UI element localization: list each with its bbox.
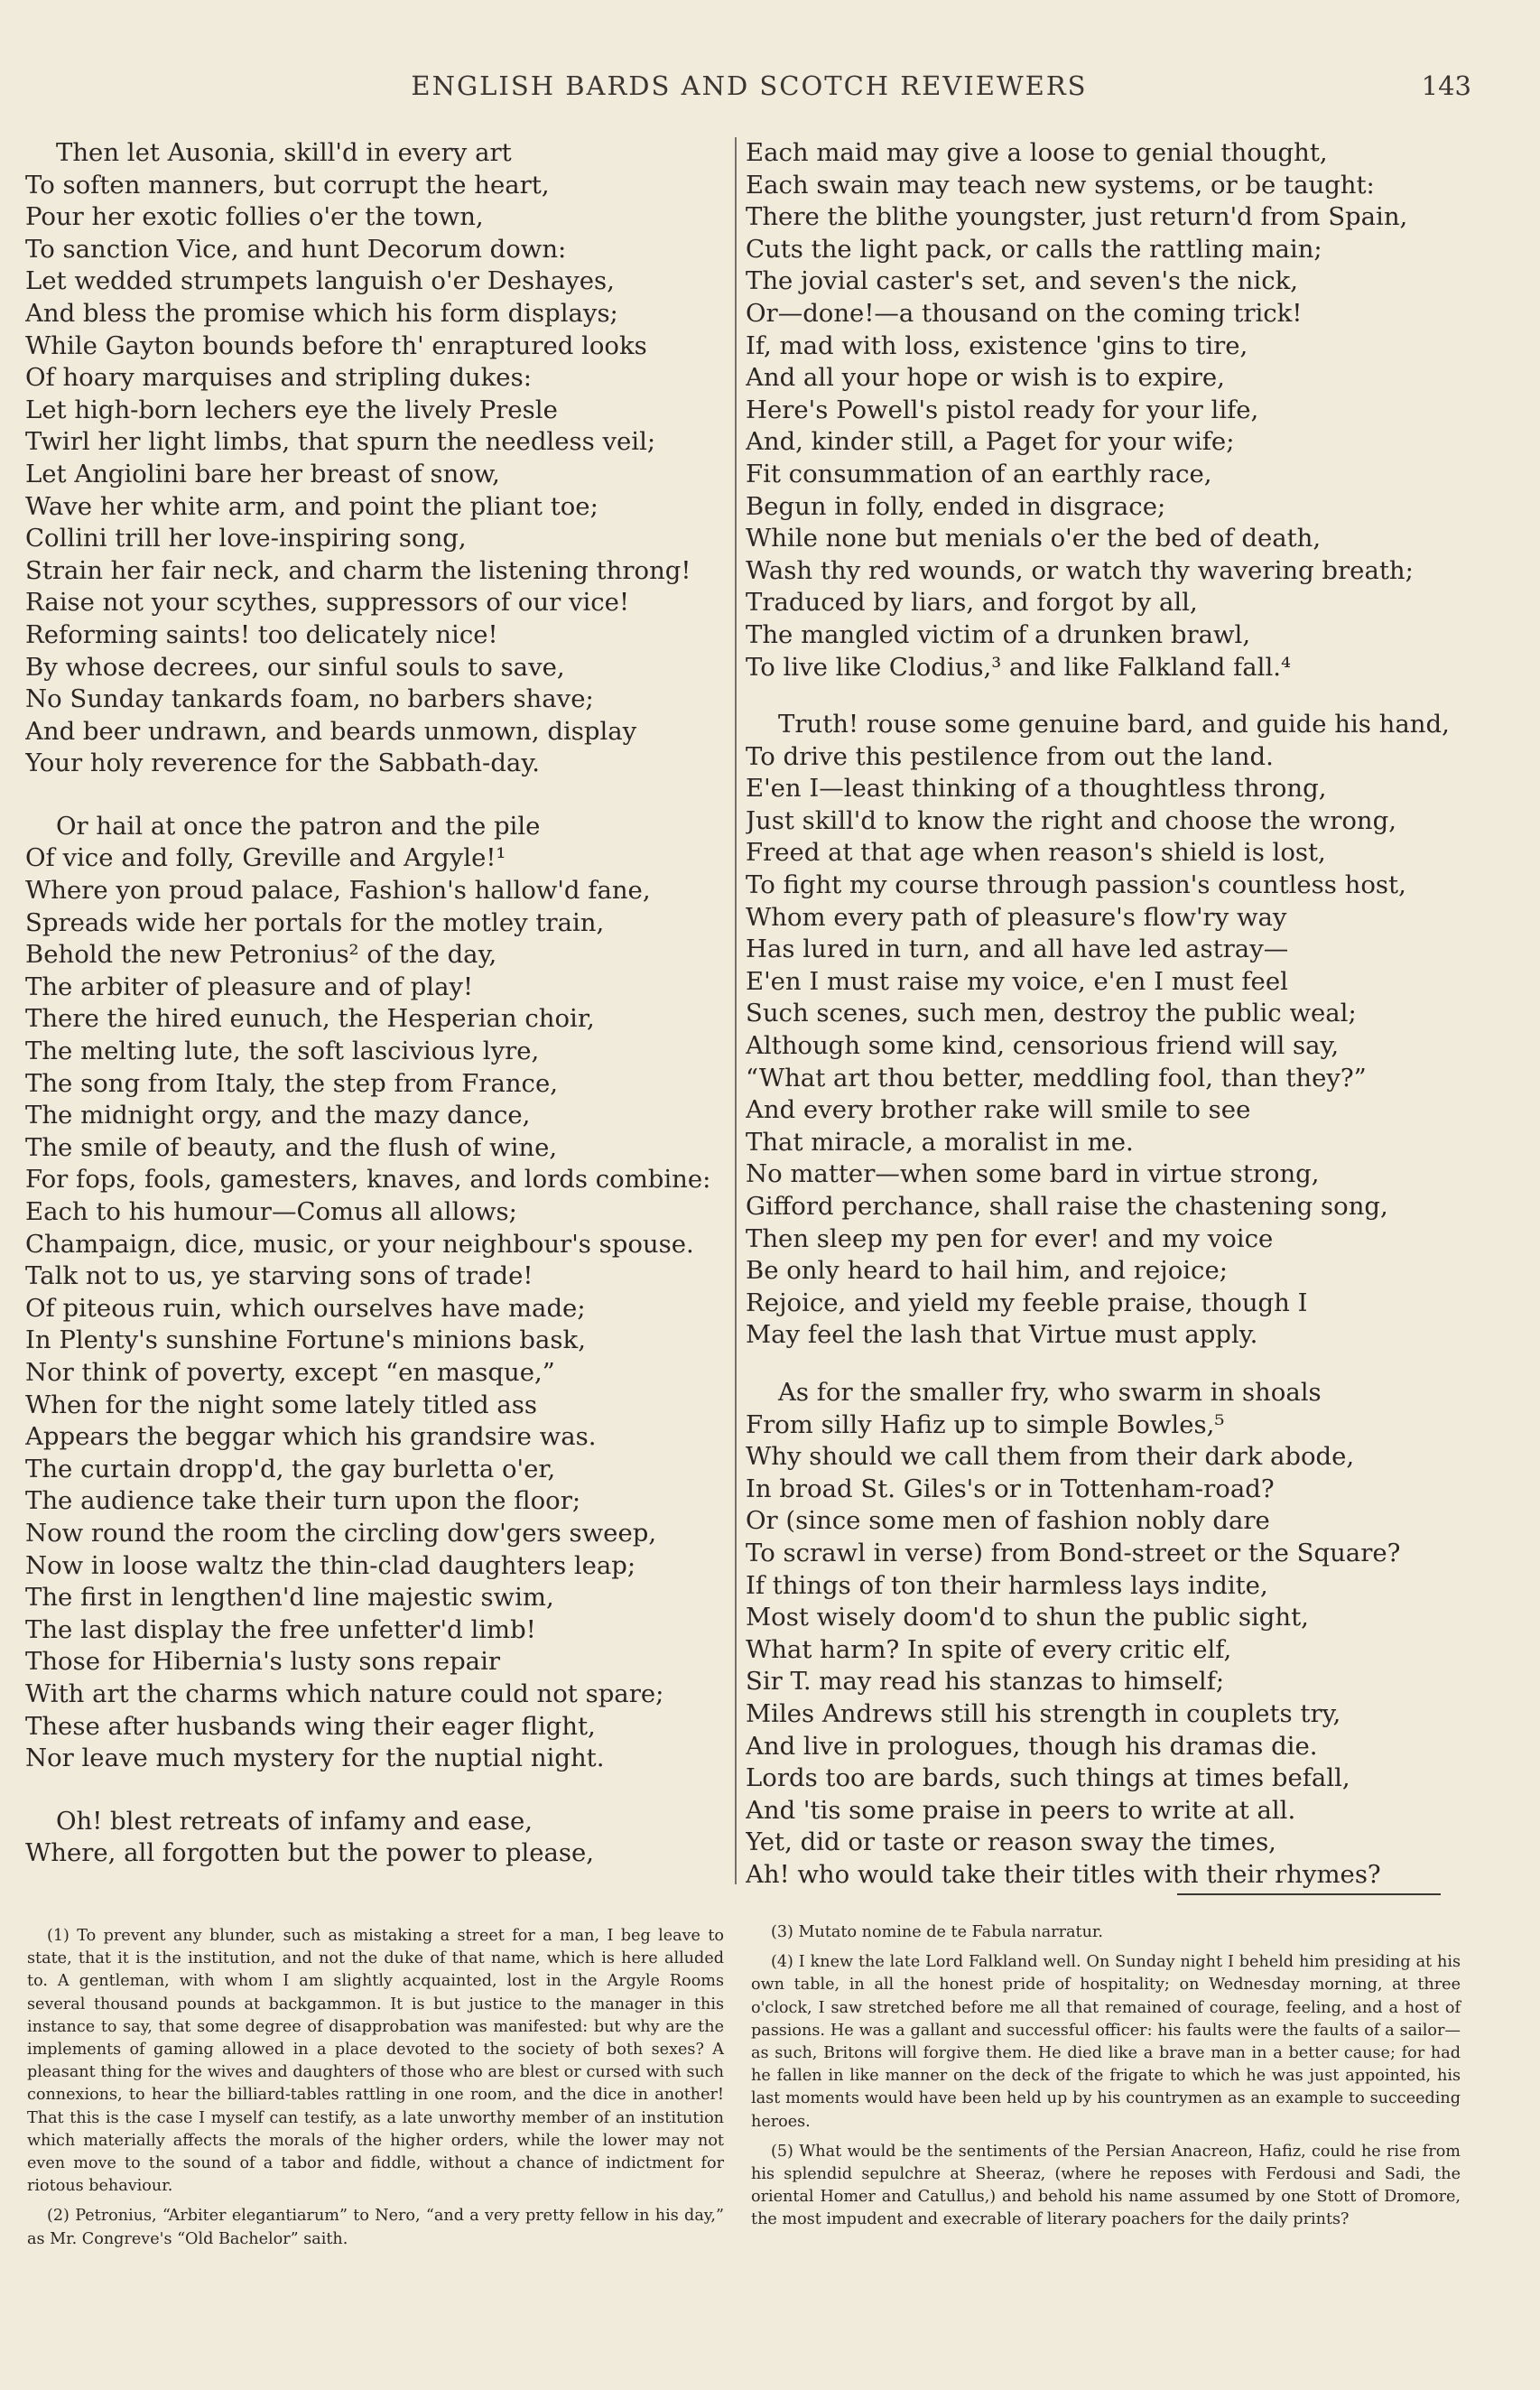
verse-line: Of hoary marquises and stripling dukes:: [25, 363, 532, 393]
footnote-1: (1) To prevent any blunder, such as mistaking a street for a man, I beg leave to state, that it is the institution, and not the duke of that name, which is here alluded to. A gentleman, with whom I am slightly acquainted, lost in the Argyle Rooms several thousand pounds at backgammon. It is but justice to the manager in this instance to say, that some degree of disapprobation was manifested: but why are the implements of gaming allowed in a place devoted to the society of both sexes? A pleasant thing for the wives and daughters of those who are blest or cursed with such connexions, to hear the billiard-tables rattling in one room, and the dice in another! That this is the case I myself can testify, as a late unworthy member of an institution which materially affects the morals of the higher orders, while the lower may not even move to the sound of a tabor and fiddle, without a chance of indictment for riotous behaviour.: [27, 1927, 724, 2196]
footnote-3: (3) Mutato nomine de te Fabula narratur.: [771, 1923, 1103, 1941]
verse-line: Let high-born lechers eye the lively Presle: [25, 395, 558, 424]
verse-line: Miles Andrews still his strength in couplets try,: [746, 1698, 1341, 1728]
verse-line: Although some kind, censorious friend will say,: [746, 1031, 1340, 1061]
verse-line: The last display the free unfetter'd limb!: [25, 1614, 536, 1644]
verse-line: Each swain may teach new systems, or be taught:: [746, 170, 1375, 200]
verse-line: Each to his humour—Comus all allows;: [25, 1197, 517, 1226]
verse-line: The arbiter of pleasure and of play!: [25, 972, 474, 1001]
verse-line: Appears the beggar which his grandsire was.: [25, 1422, 597, 1452]
verse-line: Fit consummation of an earthly race,: [746, 459, 1212, 488]
verse-line: These after husbands wing their eager flight,: [25, 1711, 596, 1741]
verse-line: Collini trill her love-inspiring song,: [25, 524, 467, 553]
verse-line: There the hired eunuch, the Hesperian choir,: [25, 1004, 595, 1034]
verse-line: Let wedded strumpets languish o'er Deshayes,: [25, 266, 615, 296]
verse-line: In Plenty's sunshine Fortune's minions bask,: [25, 1325, 586, 1355]
verse-line: Cuts the light pack, or calls the rattling main;: [746, 234, 1322, 264]
verse-line: Champaign, dice, music, or your neighbour's spouse.: [25, 1229, 694, 1259]
verse-line: For fops, fools, gamesters, knaves, and lords combine:: [25, 1165, 711, 1195]
verse-line: If, mad with loss, existence 'gins to tire,: [746, 330, 1248, 360]
verse-line: Of vice and folly, Greville and Argyle!¹: [25, 843, 506, 873]
verse-line: The mangled victim of a drunken brawl,: [746, 619, 1251, 649]
verse-line: And every brother rake will smile to see: [746, 1095, 1251, 1125]
verse-line: Now in loose waltz the thin-clad daughters leap;: [25, 1550, 636, 1580]
verse-line: Each maid may give a loose to genial thought,: [746, 138, 1328, 167]
verse-line: Nor leave much mystery for the nuptial night.: [25, 1744, 605, 1773]
verse-line: From silly Hafiz up to simple Bowles,⁵: [746, 1409, 1225, 1439]
stanza-break: [25, 780, 725, 811]
stanza-break: [746, 684, 1468, 709]
verse-line: Here's Powell's pistol ready for your life,: [746, 395, 1259, 424]
verse-line: To sanction Vice, and hunt Decorum down:: [25, 234, 567, 264]
verse-line: If things of ton their harmless lays indite,: [746, 1570, 1268, 1600]
verse-line: Be only heard to hail him, and rejoice;: [746, 1256, 1228, 1286]
verse-line: Sir T. may read his stanzas to himself;: [746, 1667, 1225, 1697]
verse-line: Truth! rouse some genuine bard, and guide his hand,: [778, 710, 1450, 739]
verse-line: The curtain dropp'd, the gay burletta o'er,: [25, 1454, 556, 1483]
verse-line: Lords too are bards, such things at times befall,: [746, 1763, 1350, 1793]
left-poem-column: [25, 137, 725, 1870]
verse-line: Or (since some men of fashion nobly dare: [746, 1506, 1270, 1536]
verse-line: No Sunday tankards foam, no barbers shave;: [25, 684, 594, 714]
verse-line: Raise not your scythes, suppressors of our vice!: [25, 588, 630, 618]
verse-line: Talk not to us, ye starving sons of trade!: [25, 1261, 533, 1291]
verse-line: By whose decrees, our sinful souls to save,: [25, 652, 565, 682]
verse-line: That miracle, a moralist in me.: [746, 1127, 1134, 1157]
verse-line: Wave her white arm, and point the pliant toe;: [25, 491, 598, 521]
verse-line: And live in prologues, though his dramas die.: [746, 1731, 1318, 1761]
verse-line: Rejoice, and yield my feeble praise, though I: [746, 1288, 1308, 1317]
verse-line: While none but menials o'er the bed of death,: [746, 524, 1322, 553]
verse-line: Strain her fair neck, and charm the listening throng!: [25, 555, 691, 585]
stanza: [746, 709, 1468, 1352]
verse-line: There the blithe youngster, just return'd from Spain,: [746, 202, 1408, 232]
verse-line: Or—done!—a thousand on the coming trick!: [746, 298, 1303, 328]
verse-line: Freed at that age when reason's shield is lost,: [746, 838, 1326, 868]
verse-line: Then sleep my pen for ever! and my voice: [746, 1223, 1274, 1253]
footnotes-right: [751, 1921, 1461, 2232]
verse-line: Where yon proud palace, Fashion's hallow'd fane,: [25, 876, 651, 906]
stanza-break: [25, 1775, 725, 1806]
verse-line: Reforming saints! too delicately nice!: [25, 619, 498, 649]
footnote-rule: [1177, 1893, 1441, 1895]
verse-line: Gifford perchance, shall raise the chastening song,: [746, 1192, 1388, 1221]
verse-line: The audience take their turn upon the floor;: [25, 1486, 581, 1516]
page-number: 143: [1421, 70, 1471, 101]
verse-line: To scrawl in verse) from Bond-street or the Square?: [746, 1538, 1401, 1567]
verse-line: The jovial caster's set, and seven's the nick,: [746, 266, 1298, 296]
verse-line: Of piteous ruin, which ourselves have made;: [25, 1293, 586, 1323]
verse-line: Behold the new Petronius² of the day,: [25, 940, 497, 970]
verse-line: Yet, did or taste or reason sway the times,: [746, 1827, 1276, 1857]
verse-line: Now round the room the circling dow'gers sweep,: [25, 1518, 657, 1548]
right-poem-column: [746, 137, 1468, 1891]
verse-line: Has lured in turn, and all have led astray—: [746, 935, 1289, 964]
stanza: [25, 811, 725, 1775]
verse-line: Such scenes, such men, destroy the public weal;: [746, 999, 1357, 1028]
verse-line: Those for Hibernia's lusty sons repair: [25, 1647, 501, 1677]
verse-line: And 'tis some praise in peers to write at all.: [746, 1795, 1296, 1825]
verse-line: And bless the promise which his form displays;: [25, 298, 618, 328]
footnote-5: (5) What would be the sentiments of the Persian Anacreon, Hafiz, could he rise from his splendid sepulchre at Sheeraz, (where he reposes with Ferdousi and Sadi, the oriental Homer and Catullus,) and behold his name assumed by one Stott of Dromore, the most impudent and execrable of literary poachers for the daily prints?: [751, 2142, 1461, 2229]
verse-line: The first in lengthen'd line majestic swim,: [25, 1583, 554, 1613]
verse-line: Why should we call them from their dark abode,: [746, 1442, 1355, 1472]
verse-line: May feel the lash that Virtue must apply.: [746, 1320, 1258, 1350]
verse-line: The midnight orgy, and the mazy dance,: [25, 1101, 531, 1130]
verse-line: Where, all forgotten but the power to please,: [25, 1838, 595, 1868]
verse-line: Then let Ausonia, skill'd in every art: [56, 138, 512, 167]
footnotes-left: [27, 1925, 724, 2251]
verse-line: Twirl her light limbs, that spurn the needless veil;: [25, 427, 656, 457]
verse-line: “What art thou better, meddling fool, than they?”: [746, 1063, 1367, 1093]
verse-line: And, kinder still, a Paget for your wife;: [746, 427, 1235, 457]
running-head-title: ENGLISH BARDS AND SCOTCH REVIEWERS: [411, 70, 1088, 101]
verse-line: With art the charms which nature could not spare;: [25, 1679, 664, 1708]
verse-line: To live like Clodius,³ and like Falkland fall.⁴: [746, 652, 1292, 682]
verse-line: Oh! blest retreats of infamy and ease,: [56, 1806, 533, 1836]
verse-line: No matter—when some bard in virtue strong,: [746, 1159, 1320, 1189]
verse-line: The song from Italy, the step from France,: [25, 1068, 558, 1098]
stanza: [746, 1377, 1468, 1892]
verse-line: E'en I—least thinking of a thoughtless throng,: [746, 774, 1327, 804]
stanza-break: [746, 1352, 1468, 1377]
verse-line: What harm? In spite of every critic elf,: [746, 1634, 1232, 1664]
verse-line: Or hail at once the patron and the pile: [56, 811, 541, 841]
verse-line: When for the night some lately titled ass: [25, 1390, 537, 1419]
verse-line: Your holy reverence for the Sabbath-day.: [25, 749, 540, 778]
stanza: [25, 137, 725, 780]
verse-line: And all your hope or wish is to expire,: [746, 363, 1225, 393]
verse-line: Nor think of poverty, except “en masque,”: [25, 1357, 555, 1387]
verse-line: The melting lute, the soft lascivious lyre,: [25, 1037, 540, 1066]
verse-line: Begun in folly, ended in disgrace;: [746, 491, 1166, 521]
verse-line: Pour her exotic follies o'er the town,: [25, 202, 484, 232]
verse-line: Just skill'd to know the right and choose the wrong,: [746, 805, 1396, 835]
verse-line: While Gayton bounds before th' enraptured looks: [25, 330, 647, 360]
verse-line: Most wisely doom'd to shun the public sight,: [746, 1603, 1309, 1632]
verse-line: To soften manners, but corrupt the heart,: [25, 170, 550, 200]
verse-line: In broad St. Giles's or in Tottenham-road?: [746, 1474, 1275, 1503]
verse-line: Spreads wide her portals for the motley train,: [25, 907, 605, 937]
footnote-2: (2) Petronius, “Arbiter elegantiarum” to Nero, “and a very pretty fellow in his day,” as Mr. Congreve's “Old Bachelor” saith.: [27, 2207, 724, 2248]
verse-line: To fight my course through passion's countless host,: [746, 870, 1406, 900]
verse-line: And beer undrawn, and beards unmown, display: [25, 716, 637, 746]
verse-line: As for the smaller fry, who swarm in shoals: [778, 1377, 1322, 1407]
footnote-4: (4) I knew the late Lord Falkland well. On Sunday night I beheld him presiding at his own table, in all the honest pride of hospitality; on Wednesday morning, at three o'clock, I saw stretched before me all that remained of courage, feeling, and a host of passions. He was a gallant and successful officer: his faults were the faults of a sailor—as such, Britons will forgive them. He died like a brave man in a better cause; for had he fallen in like manner on the deck of the frigate to which he was just appointed, his last moments would have been held up by his countrymen as an example to succeeding heroes.: [751, 1953, 1461, 2131]
verse-line: The smile of beauty, and the flush of wine,: [25, 1132, 558, 1162]
stanza: [746, 137, 1468, 684]
verse-line: Ah! who would take their titles with their rhymes?: [746, 1859, 1381, 1889]
verse-line: Let Angiolini bare her breast of snow,: [25, 459, 500, 488]
verse-line: To drive this pestilence from out the land.: [746, 741, 1274, 771]
column-divider: [735, 137, 737, 1884]
stanza: [25, 1806, 725, 1870]
verse-line: E'en I must raise my voice, e'en I must feel: [746, 966, 1288, 996]
verse-line: Whom every path of pleasure's flow'ry way: [746, 902, 1287, 932]
verse-line: Traduced by liars, and forgot by all,: [746, 588, 1198, 618]
verse-line: Wash thy red wounds, or watch thy wavering breath;: [746, 555, 1414, 585]
